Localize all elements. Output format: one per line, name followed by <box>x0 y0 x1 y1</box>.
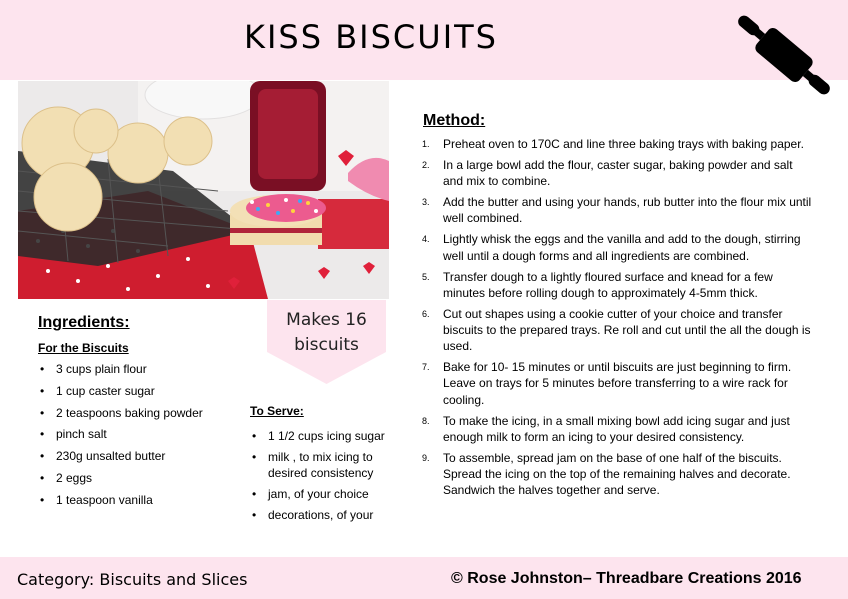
rolling-pin-icon <box>728 0 840 110</box>
list-item: • 2 teaspoons baking powder <box>38 406 203 428</box>
step-number: 9. <box>422 452 430 463</box>
biscuits-photo <box>18 81 389 299</box>
biscuits-subheading: For the Biscuits <box>38 341 129 355</box>
list-item: • 2 eggs <box>38 471 203 493</box>
step-text: Preheat oven to 170C and line three baking trays with baking paper. <box>443 137 804 151</box>
list-item: • milk , to mix icing to desired consistency <box>250 449 390 481</box>
biscuits-ingredient-list <box>38 362 203 515</box>
to-serve-list <box>250 428 390 528</box>
method-heading: Method: <box>423 112 486 129</box>
method-step <box>422 359 814 408</box>
method-step <box>422 269 814 301</box>
servings-line-2: biscuits <box>294 335 359 355</box>
list-item: • 1 1/2 cups icing sugar <box>250 428 390 444</box>
step-number: 3. <box>422 197 430 208</box>
step-text: Lightly whisk the eggs and the vanilla and add to the dough, stirring well until a dough forms and all ingredients are combined. <box>443 232 801 263</box>
list-item: • 230g unsalted butter <box>38 449 203 471</box>
list-item: • 1 cup caster sugar <box>38 384 203 406</box>
step-number: 5. <box>422 271 430 282</box>
method-step <box>422 194 814 226</box>
list-item: • pinch salt <box>38 427 203 449</box>
step-text: To make the icing, in a small mixing bowl add icing sugar and just enough milk to form an icing to your desired consistency. <box>443 413 790 444</box>
servings-text <box>267 308 386 358</box>
copyright-notice: © Rose Johnston– Threadbare Creations 2016 <box>451 570 802 587</box>
servings-line-1: Makes 16 <box>286 310 367 330</box>
step-number: 7. <box>422 362 430 373</box>
list-item: • 3 cups plain flour <box>38 362 203 384</box>
step-number: 4. <box>422 234 430 245</box>
method-step <box>422 136 814 152</box>
ingredients-heading: Ingredients: <box>38 314 130 331</box>
method-step <box>422 306 814 355</box>
method-step <box>422 157 814 189</box>
recipe-title: KISS BISCUITS <box>244 18 498 56</box>
list-item: • decorations, of your <box>250 507 390 523</box>
method-step <box>422 450 814 499</box>
list-item: • 1 teaspoon vanilla <box>38 493 203 515</box>
method-step <box>422 413 814 445</box>
step-number: 2. <box>422 160 430 170</box>
method-step <box>422 231 814 263</box>
step-text: Add the butter and using your hands, rub butter into the flour mix until well combined. <box>443 195 812 226</box>
step-text: Bake for 10- 15 minutes or until biscuits are just beginning to firm. Leave on trays for 5 minutes before transferring to a wire rack for cooling. <box>443 360 792 407</box>
step-number: 1. <box>422 139 430 149</box>
to-serve-subheading: To Serve: <box>250 404 304 418</box>
step-text: To assemble, spread jam on the base of one half of the biscuits. Spread the icing on the top of the remaining halves and decorate. Sandwich the halves together and serve. <box>443 450 791 498</box>
step-text: Cut out shapes using a cookie cutter of your choice and transfer biscuits to the prepared trays. Re roll and cut until the all the dough is used. <box>443 306 811 354</box>
method-steps <box>422 136 814 503</box>
list-item: • jam, of your choice <box>250 486 390 502</box>
step-number: 6. <box>422 308 430 319</box>
category-label: Category: Biscuits and Slices <box>17 570 248 589</box>
step-number: 8. <box>422 415 430 426</box>
step-text: Transfer dough to a lightly floured surface and knead for a few minutes before rolling dough to approximately 4-5mm thick. <box>443 269 773 300</box>
step-text: In a large bowl add the flour, caster sugar, baking powder and salt and mix to combine. <box>443 158 793 189</box>
